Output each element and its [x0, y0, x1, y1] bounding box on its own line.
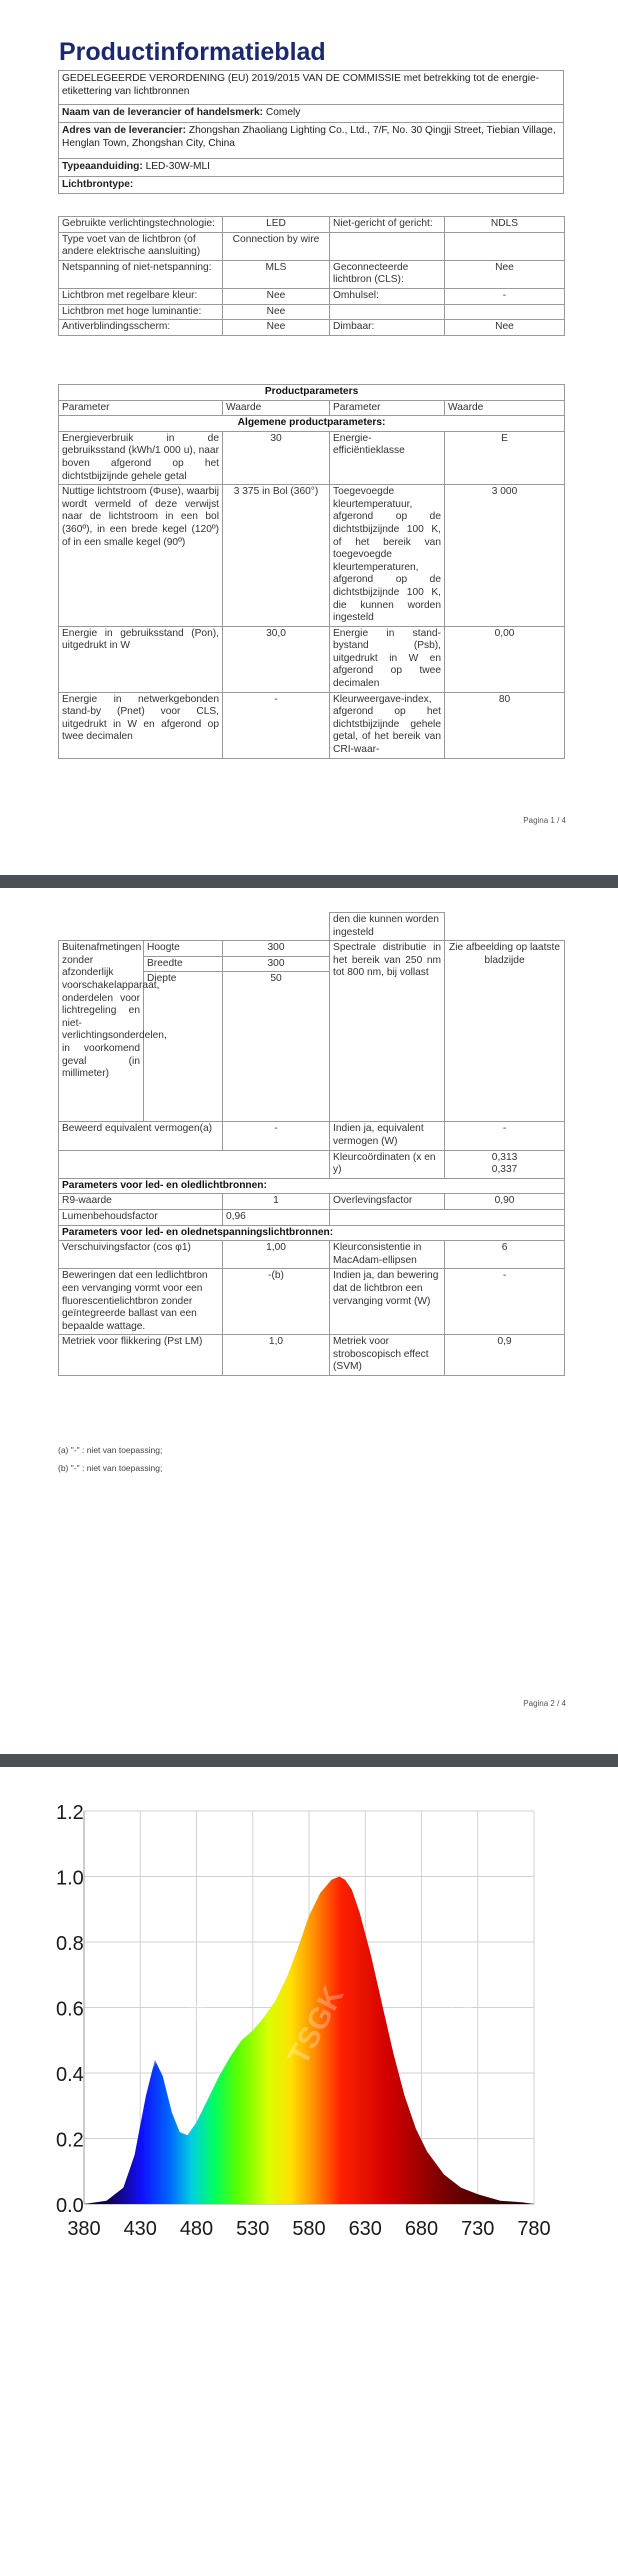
flicker-row	[59, 1335, 565, 1376]
stroboscopic-label: Metriek voor stroboscopisch effect (SVM)	[330, 1335, 445, 1376]
param-row-standby	[59, 692, 565, 758]
lichtbrontype-row	[58, 177, 564, 195]
x-tick-label: 680	[404, 2218, 439, 2240]
light-row-mains	[59, 260, 565, 288]
watermark-text-1: TSGK	[282, 1981, 351, 2071]
survival-value: 0,90	[445, 1194, 565, 1210]
x-tick-label: 480	[179, 2218, 214, 2240]
flicker-value: 1,0	[223, 1335, 330, 1376]
consistency-value: 6	[445, 1241, 565, 1269]
param-cell-flux-0: Nuttige lichtstroom (Φuse), waarbij wordt vermeld of deze verwijst naar de lichtstroom in een bol (360º), in een brede kegel (120º) of in een smalle kegel (90º)	[59, 485, 223, 627]
param-cell-energy-2: Energie-efficiëntieklasse	[330, 431, 445, 484]
shift-label: Verschuivingsfactor (cos φ1)	[59, 1241, 223, 1269]
y-tick-label: 1.0	[56, 1867, 84, 1890]
stroboscopic-value: 0,9	[445, 1335, 565, 1376]
param-cell-standby-3: 80	[445, 692, 565, 758]
led-section-heading: Parameters voor led- en oledlichtbronnen:	[59, 1178, 565, 1194]
dim-depth-label: Diepte	[144, 972, 223, 1122]
chromaticity-label: Kleurcoördinaten (x en y)	[330, 1150, 445, 1178]
col-header-waarde-2: Waarde	[445, 400, 565, 416]
light-row-color	[59, 288, 565, 304]
param-cell-energy-0: Energieverbruik in de gebruiksstand (kWh/1 000 u), naar boven afgerond op het dichtstbijzijnde gehele getal	[59, 431, 223, 484]
spectral-distribution-chart	[0, 1767, 618, 2560]
light-cell-technology-1: LED	[223, 217, 330, 233]
claim2-label: Indien ja, dan bewering dat de lichtbron een vervanging vormt (W)	[330, 1269, 445, 1335]
light-cell-glare-3: Nee	[445, 320, 565, 336]
type-label: Typeaanduiding:	[62, 160, 143, 172]
x-tick-labels	[67, 2218, 550, 2240]
shift-value: 1,00	[223, 1241, 330, 1269]
light-cell-mains-1: MLS	[223, 260, 330, 288]
r9-value: 1	[223, 1194, 330, 1210]
light-row-socket	[59, 232, 565, 260]
y-tick-label: 0.4	[56, 2064, 84, 2086]
light-cell-technology-2: Niet-gericht of gericht:	[330, 217, 445, 233]
equivalent-label: Beweerd equivalent vermogen(a)	[59, 1122, 223, 1150]
spectral-value: Zie afbeelding op laatste bladzijde	[445, 941, 565, 1122]
param-row-energy	[59, 431, 565, 484]
survival-label: Overlevingsfactor	[330, 1194, 445, 1210]
equivalent-row	[59, 1122, 565, 1150]
product-parameters-table	[58, 384, 565, 759]
x-tick-label: 630	[348, 2218, 382, 2240]
param-cell-flux-3: 3 000	[445, 485, 565, 627]
page-number: Pagina 1 / 4	[523, 816, 566, 825]
light-cell-socket-2	[330, 232, 445, 260]
dim-height-label: Hoogte	[144, 941, 223, 957]
light-cell-color-3: -	[445, 288, 565, 304]
watermark-text-2: TSGK	[417, 1981, 486, 2071]
param-row-power	[59, 626, 565, 692]
page-title: Productinformatieblad	[59, 38, 326, 66]
param-cell-power-3: 0,00	[445, 626, 565, 692]
address-label: Adres van de leverancier:	[62, 124, 187, 136]
lumen-row	[59, 1209, 565, 1225]
light-cell-technology-0: Gebruikte verlichtingstechnologie:	[59, 217, 223, 233]
dim-width-label: Breedte	[144, 956, 223, 972]
lumen-value: 0,96	[223, 1209, 330, 1225]
claim-value: -(b)	[223, 1269, 330, 1335]
light-cell-luminance-0: Lichtbron met hoge luminantie:	[59, 304, 223, 320]
x-tick-label: 530	[236, 2218, 270, 2240]
param-cell-power-2: Energie in stand-bystand (Psb), uitgedrukt in W en afgerond op twee decimalen	[330, 626, 445, 692]
y-tick-labels	[56, 1802, 84, 2217]
light-cell-socket-0: Type voet van de lichtbron (of andere elektrische aansluiting)	[59, 232, 223, 260]
shift-row	[59, 1241, 565, 1269]
light-cell-color-2: Omhulsel:	[330, 288, 445, 304]
col-header-parameter-2: Parameter	[330, 400, 445, 416]
light-cell-glare-2: Dimbaar:	[330, 320, 445, 336]
spec-cont-row	[59, 913, 565, 941]
param-cell-power-0: Energie in gebruiksstand (Pon), uitgedrukt in W	[59, 626, 223, 692]
col-header-waarde: Waarde	[223, 400, 330, 416]
param-cell-standby-2: Kleurweergave-index, afgerond op het dichtstbijzijnde gehele getal, of het bereik van CRI-waar-	[330, 692, 445, 758]
general-section-row	[59, 416, 565, 432]
dimensions-table	[58, 912, 565, 1376]
light-cell-glare-1: Nee	[223, 320, 330, 336]
param-cell-energy-3: E	[445, 431, 565, 484]
y-tick-label: 0.2	[56, 2129, 84, 2152]
header-block	[58, 70, 564, 194]
chromaticity-row	[59, 1150, 565, 1178]
y-tick-label: 0.0	[56, 2195, 84, 2217]
spectral-label: Spectrale distributie in het bereik van 250 nm tot 800 nm, bij vollast	[330, 941, 445, 1122]
net-section-heading: Parameters voor led- en olednetspanningslichtbronnen:	[59, 1225, 565, 1241]
dim-height-value: 300	[223, 941, 330, 957]
x-tick-label: 580	[292, 2218, 326, 2240]
claim2-value: -	[445, 1269, 565, 1335]
param-cell-flux-2: Toegevoegde kleurtemperatuur, afgerond op de dichtstbijzijnde 100 K, of het bereik van toegevoegde kleurtemperaturen, afgerond op de dichtstbijzijnde 100 K, die kunnen worden ingesteld	[330, 485, 445, 627]
equivalent2-value: -	[445, 1122, 565, 1150]
light-cell-luminance-2	[330, 304, 445, 320]
dimensions-label: Buitenafmetingen zonder afzonderlijk voorschakelapparaat, onderdelen voor lichtregeling en niet-verlichtingsonderdelen, in voorkomend geval (in millimeter)	[59, 941, 144, 1122]
address-row	[58, 123, 564, 159]
param-cell-flux-1: 3 375 in Bol (360°)	[223, 485, 330, 627]
light-cell-socket-3	[445, 232, 565, 260]
footnote-a: (a) "-" : niet van toepassing;	[58, 1445, 163, 1455]
regulation-text: GEDELEGEERDE VERORDENING (EU) 2019/2015 VAN DE COMMISSIE met betrekking tot de energie-etikettering van lichtbronnen	[58, 71, 564, 105]
light-cell-color-0: Lichtbron met regelbare kleur:	[59, 288, 223, 304]
footnote-b: (b) "-" : niet van toepassing;	[58, 1463, 163, 1473]
page-2	[0, 888, 618, 1754]
dim-width-value: 300	[223, 956, 330, 972]
light-cell-luminance-3	[445, 304, 565, 320]
param-cell-standby-1: -	[223, 692, 330, 758]
x-tick-label: 380	[67, 2218, 101, 2240]
x-tick-label: 730	[461, 2218, 495, 2240]
lichtbrontype-label: Lichtbrontype:	[62, 178, 134, 190]
supplier-label: Naam van de leverancier of handelsmerk:	[62, 107, 264, 118]
column-header-row	[59, 400, 565, 416]
y-tick-label: 0.8	[56, 1933, 84, 1955]
light-cell-socket-1: Connection by wire	[223, 232, 330, 260]
page-1	[0, 0, 618, 875]
equivalent-value: -	[223, 1122, 330, 1150]
page-number-2: Pagina 2 / 4	[523, 1699, 566, 1708]
x-tick-label: 430	[123, 2218, 157, 2240]
type-row	[58, 159, 564, 177]
y-tick-label: 0.6	[56, 1998, 84, 2021]
page-3-spectrum	[0, 1767, 618, 2560]
light-row-glare	[59, 320, 565, 336]
col-header-parameter: Parameter	[59, 400, 223, 416]
x-tick-label: 780	[517, 2218, 551, 2240]
supplier-value: Comely	[265, 107, 301, 118]
y-tick-label: 1.2	[56, 1802, 84, 1824]
dim-depth-value: 50	[223, 972, 330, 1122]
chromaticity-values	[445, 1150, 565, 1178]
chromaticity-y: 0,337	[491, 1164, 518, 1176]
net-section-row	[59, 1225, 565, 1241]
productparameters-heading-row	[59, 385, 565, 401]
light-cell-color-1: Nee	[223, 288, 330, 304]
light-row-luminance	[59, 304, 565, 320]
consistency-label: Kleurconsistentie in MacAdam-ellipsen	[330, 1241, 445, 1269]
light-source-table	[58, 216, 565, 336]
param-cell-standby-0: Energie in netwerkgebonden stand-by (Pnet) voor CLS, uitgedrukt in W en afgerond op twee decimalen	[59, 692, 223, 758]
light-cell-glare-0: Antiverblindingsscherm:	[59, 320, 223, 336]
address-value: Zhongshan Zhaoliang Lighting Co., Ltd., 7/F, No. 30 Qingji Street, Tiebian Village, Henglan Town, Zhongshan City, China	[62, 124, 556, 149]
flicker-label: Metriek voor flikkering (Pst LM)	[59, 1335, 223, 1376]
light-cell-technology-3: NDLS	[445, 217, 565, 233]
lumen-label: Lumenbehoudsfactor	[59, 1209, 223, 1225]
claim-label: Beweringen dat een ledlichtbron een vervanging vormt voor een fluorescentielichtbron zonder geïntegreerde ballast van een bepaalde wattage.	[59, 1269, 223, 1335]
general-section-heading: Algemene productparameters:	[59, 416, 565, 432]
r9-row	[59, 1194, 565, 1210]
param-cell-power-1: 30,0	[223, 626, 330, 692]
watermark-text-0: TSGK	[145, 1991, 214, 2081]
productparameters-heading: Productparameters	[59, 385, 565, 401]
chromaticity-x: 0,313	[491, 1151, 518, 1163]
light-cell-mains-2: Geconnecteerde lichtbron (CLS):	[330, 260, 445, 288]
light-cell-luminance-1: Nee	[223, 304, 330, 320]
dimensions-row	[59, 941, 565, 957]
light-cell-mains-0: Netspanning of niet-netspanning:	[59, 260, 223, 288]
light-cell-mains-3: Nee	[445, 260, 565, 288]
type-value: LED-30W-MLI	[145, 160, 210, 172]
r9-label: R9-waarde	[59, 1194, 223, 1210]
param-row-flux	[59, 485, 565, 627]
spec-continuation: den die kunnen worden ingesteld	[330, 913, 445, 941]
supplier-row	[58, 105, 564, 123]
param-cell-energy-1: 30	[223, 431, 330, 484]
claim-row	[59, 1269, 565, 1335]
equivalent2-label: Indien ja, equivalent vermogen (W)	[330, 1122, 445, 1150]
led-section-row	[59, 1178, 565, 1194]
light-row-technology	[59, 217, 565, 233]
